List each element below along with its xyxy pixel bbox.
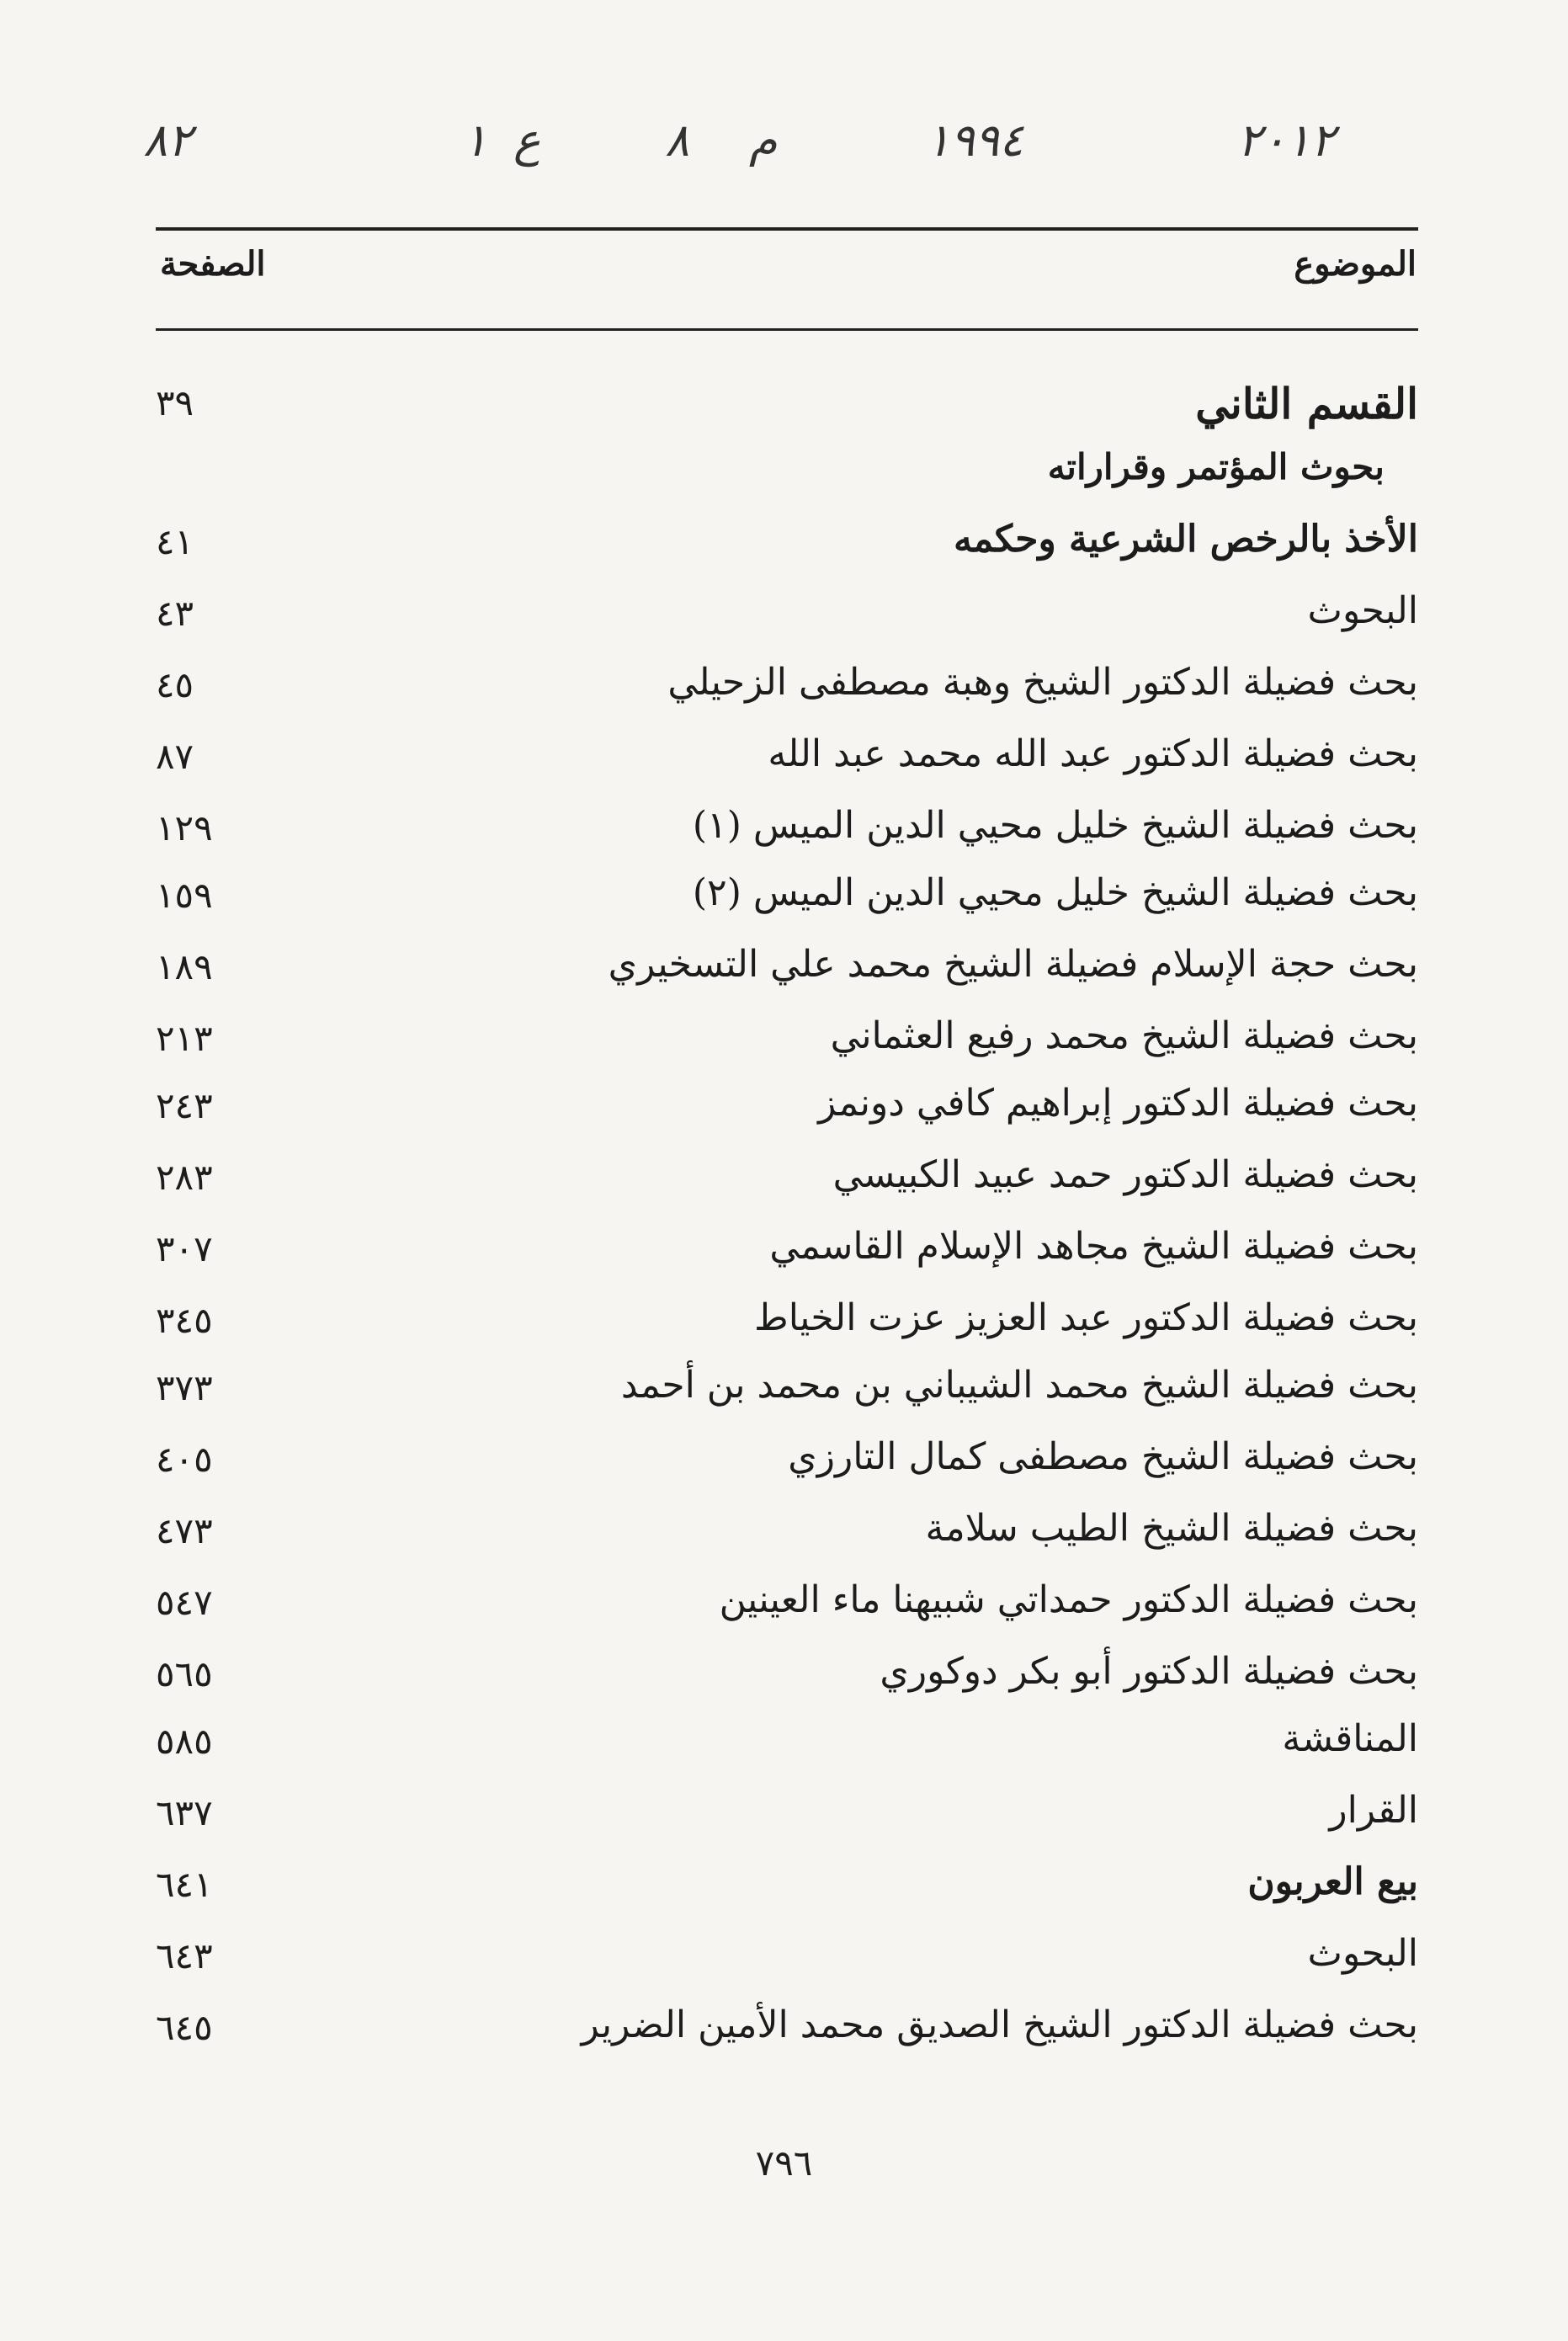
handwritten-mark: ٨ — [665, 114, 690, 167]
toc-row — [156, 943, 1418, 1010]
toc-entry-page: ٣٧٣ — [156, 1367, 213, 1408]
toc-row — [156, 1153, 1418, 1221]
toc-row — [156, 446, 1418, 513]
toc-entry-title: بحث فضيلة الشيخ خليل محيي الدين الميس (١) — [692, 804, 1418, 847]
toc-entry-page: ٢٨٣ — [156, 1157, 213, 1198]
toc-entry-page: ٦٣٧ — [156, 1792, 213, 1833]
toc-entry-title: بحوث المؤتمر وقراراته — [1047, 446, 1385, 487]
toc-row — [156, 1717, 1418, 1785]
toc-row — [156, 1860, 1418, 1928]
toc-entry-page: ٢٤٣ — [156, 1085, 213, 1126]
toc-entry-page: ٦٤٥ — [156, 2007, 213, 2048]
toc-entry-title: بحث حجة الإسلام فضيلة الشيخ محمد علي التسخيري — [608, 943, 1418, 986]
header-bottom-rule — [156, 328, 1418, 331]
toc-row — [156, 1932, 1418, 1999]
handwritten-year: ١٩٩٤ — [926, 114, 1024, 167]
toc-entry-page: ٤٧٣ — [156, 1510, 213, 1551]
toc-row — [156, 2003, 1418, 2071]
toc-row — [156, 1789, 1418, 1856]
toc-entry-title: المناقشة — [1282, 1717, 1418, 1760]
toc-entry-page: ٤٣ — [156, 593, 194, 634]
toc-entry-page: ٤٥ — [156, 664, 194, 705]
page-number: ٧٩٦ — [755, 2142, 813, 2184]
toc-entry-title: بحث فضيلة الدكتور عبد العزيز عزت الخياط — [754, 1296, 1418, 1339]
toc-row — [156, 1082, 1418, 1149]
toc-entry-page: ١٨٩ — [156, 946, 213, 987]
page-column-heading: الصفحة — [160, 244, 266, 284]
toc-entry-title: بحث فضيلة الشيخ الطيب سلامة — [925, 1507, 1418, 1550]
toc-entry-page: ٣٠٧ — [156, 1228, 213, 1269]
toc-row — [156, 1225, 1418, 1292]
toc-row — [156, 1650, 1418, 1717]
header-top-rule — [156, 227, 1418, 231]
toc-row — [156, 1435, 1418, 1503]
toc-row — [156, 1296, 1418, 1364]
toc-entry-title: بحث فضيلة الدكتور عبد الله محمد عبد الله — [768, 732, 1418, 775]
toc-entry-title: بحث فضيلة الدكتور إبراهيم كافي دونمز — [818, 1082, 1418, 1125]
toc-entry-page: ٣٩ — [156, 382, 194, 423]
toc-row — [156, 732, 1418, 800]
toc-row — [156, 518, 1418, 585]
toc-row — [156, 379, 1418, 446]
toc-entry-title: بحث فضيلة الشيخ محمد الشيباني بن محمد بن أحمد — [620, 1364, 1418, 1407]
toc-entry-page: ١٢٩ — [156, 807, 213, 849]
handwritten-mark: م — [749, 114, 778, 167]
toc-row — [156, 589, 1418, 657]
toc-row — [156, 804, 1418, 871]
handwritten-mark: ١ — [463, 114, 488, 167]
toc-entry-page: ٦٤١ — [156, 1864, 213, 1905]
toc-entry-page: ٢١٣ — [156, 1018, 213, 1059]
toc-row — [156, 1364, 1418, 1431]
toc-entry-page: ٨٧ — [156, 736, 194, 777]
toc-entry-title: بحث فضيلة الشيخ خليل محيي الدين الميس (٢) — [692, 871, 1418, 914]
toc-entry-page: ٥٨٥ — [156, 1721, 213, 1762]
toc-entry-title: بحث فضيلة الدكتور أبو بكر دوكوري — [880, 1650, 1418, 1693]
toc-entry-title: بيع العربون — [1247, 1860, 1418, 1903]
toc-entry-page: ٤٠٥ — [156, 1439, 213, 1480]
handwritten-year-ce: ٨٢ — [143, 114, 193, 167]
topic-column-heading: الموضوع — [1294, 244, 1417, 284]
toc-entry-page: ١٥٩ — [156, 875, 213, 916]
toc-entry-page: ٣٤٥ — [156, 1300, 213, 1341]
handwritten-mark: ع — [513, 114, 541, 167]
table-of-contents — [156, 354, 1418, 2104]
toc-entry-title: بحث فضيلة الشيخ مصطفى كمال التارزي — [788, 1435, 1418, 1478]
handwritten-annotation — [143, 97, 1422, 189]
toc-entry-title: بحث فضيلة الدكتور حمداتي شبيهنا ماء العينين — [719, 1578, 1418, 1621]
toc-row — [156, 1578, 1418, 1646]
toc-entry-title: بحث فضيلة الدكتور حمد عبيد الكبيسي — [832, 1153, 1418, 1196]
toc-entry-title: بحث فضيلة الدكتور الشيخ وهبة مصطفى الزحيلي — [667, 661, 1418, 704]
handwritten-year: ٢٠١٢ — [1237, 114, 1336, 167]
toc-entry-page: ٥٤٧ — [156, 1582, 213, 1623]
toc-entry-title: بحث فضيلة الدكتور الشيخ الصديق محمد الأمين الضرير — [581, 2003, 1418, 2046]
toc-row — [156, 1014, 1418, 1082]
toc-entry-title: بحث فضيلة الشيخ مجاهد الإسلام القاسمي — [769, 1225, 1418, 1268]
toc-entry-title: البحوث — [1307, 589, 1418, 632]
toc-entry-title: القسم الثاني — [1195, 379, 1418, 428]
toc-entry-title: البحوث — [1307, 1932, 1418, 1975]
toc-row — [156, 661, 1418, 728]
toc-entry-title: القرار — [1329, 1789, 1418, 1832]
toc-entry-page: ٦٤٣ — [156, 1935, 213, 1977]
toc-entry-page: ٥٦٥ — [156, 1653, 213, 1695]
toc-entry-page: ٤١ — [156, 521, 194, 562]
toc-entry-title: بحث فضيلة الشيخ محمد رفيع العثماني — [830, 1014, 1418, 1057]
toc-row — [156, 1507, 1418, 1574]
toc-row — [156, 871, 1418, 939]
toc-entry-title: الأخذ بالرخص الشرعية وحكمه — [953, 518, 1418, 561]
